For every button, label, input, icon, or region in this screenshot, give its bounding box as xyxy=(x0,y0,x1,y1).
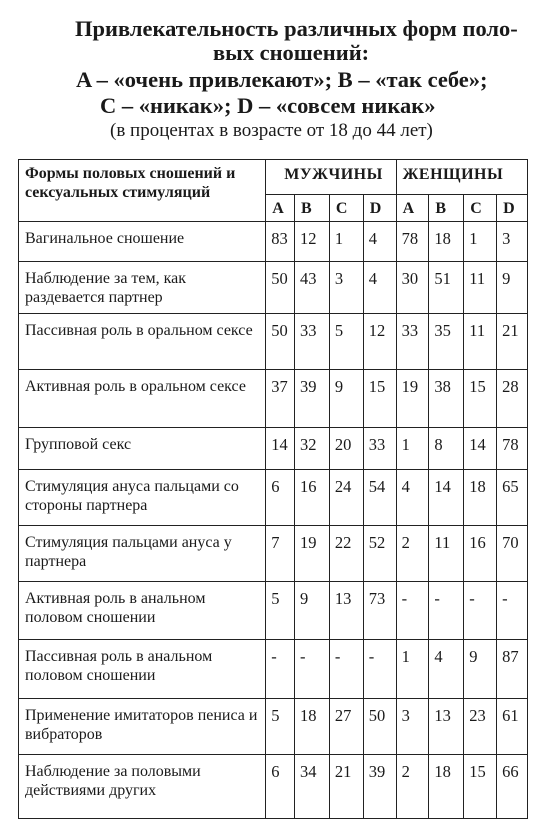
row-label: Стимуляция пальцами ануса у партнера xyxy=(19,526,266,582)
cell-women-c: 18 xyxy=(464,470,497,526)
cell-women-d: 70 xyxy=(497,526,528,582)
cell-men-d: 39 xyxy=(363,755,396,819)
cell-women-d: 28 xyxy=(497,370,528,428)
cell-men-c: - xyxy=(329,640,363,699)
cell-women-d: 3 xyxy=(497,222,528,262)
cell-men-a: 5 xyxy=(266,699,295,755)
cell-women-c: 11 xyxy=(464,262,497,314)
cell-women-b: 13 xyxy=(429,699,464,755)
cell-men-d: 12 xyxy=(363,314,396,370)
subtitle: (в процентах в возрасте от 18 до 44 лет) xyxy=(110,120,433,141)
sub-header-women-c: C xyxy=(464,195,497,222)
cell-men-a: 37 xyxy=(266,370,295,428)
cell-women-c: 1 xyxy=(464,222,497,262)
cell-women-a: 3 xyxy=(396,699,429,755)
cell-women-d: 66 xyxy=(497,755,528,819)
cell-men-a: 6 xyxy=(266,470,295,526)
cell-women-b: 18 xyxy=(429,755,464,819)
table-row xyxy=(19,470,528,526)
cell-men-d: 33 xyxy=(363,428,396,470)
sub-header-women-a: A xyxy=(396,195,429,222)
cell-men-a: 50 xyxy=(266,314,295,370)
cell-men-b: 34 xyxy=(295,755,330,819)
cell-women-d: 87 xyxy=(497,640,528,699)
cell-women-c: 15 xyxy=(464,755,497,819)
cell-men-c: 22 xyxy=(329,526,363,582)
row-label: Наблюдение за тем, как раздевается партнер xyxy=(19,262,266,314)
cell-men-c: 9 xyxy=(329,370,363,428)
row-label: Стимуляция ануса пальцами со стороны партнера xyxy=(19,470,266,526)
cell-women-b: 38 xyxy=(429,370,464,428)
table-row xyxy=(19,640,528,699)
cell-women-b: 11 xyxy=(429,526,464,582)
cell-women-b: 35 xyxy=(429,314,464,370)
cell-women-b: 4 xyxy=(429,640,464,699)
cell-men-b: 18 xyxy=(295,699,330,755)
header-row-groups xyxy=(19,160,528,195)
cell-women-a: 1 xyxy=(396,640,429,699)
sub-header-women-b: B xyxy=(429,195,464,222)
group-header-men: МУЖЧИНЫ xyxy=(266,160,396,195)
cell-men-b: 12 xyxy=(295,222,330,262)
cell-women-a: 4 xyxy=(396,470,429,526)
cell-women-b: - xyxy=(429,582,464,640)
cell-men-c: 20 xyxy=(329,428,363,470)
cell-men-b: 16 xyxy=(295,470,330,526)
row-label: Наблюдение за половыми действиями других xyxy=(19,755,266,819)
cell-women-b: 18 xyxy=(429,222,464,262)
row-label: Активная роль в оральном сексе xyxy=(19,370,266,428)
header-label: Формы половых сношений и сексуальных стимуляций xyxy=(19,160,266,222)
table-row xyxy=(19,582,528,640)
row-label: Активная роль в анальном половом сношении xyxy=(19,582,266,640)
row-label: Вагинальное сношение xyxy=(19,222,266,262)
cell-men-d: 52 xyxy=(363,526,396,582)
table-row xyxy=(19,755,528,819)
sub-header-men-d: D xyxy=(363,195,396,222)
cell-women-a: 78 xyxy=(396,222,429,262)
cell-women-b: 14 xyxy=(429,470,464,526)
cell-men-b: - xyxy=(295,640,330,699)
table-row xyxy=(19,428,528,470)
table-row xyxy=(19,262,528,314)
cell-men-c: 27 xyxy=(329,699,363,755)
data-table xyxy=(18,159,528,819)
cell-women-a: 33 xyxy=(396,314,429,370)
cell-women-d: 61 xyxy=(497,699,528,755)
cell-men-c: 13 xyxy=(329,582,363,640)
cell-women-d: - xyxy=(497,582,528,640)
cell-men-c: 24 xyxy=(329,470,363,526)
title-line-3: A – «очень привлекают»; B – «так себе»; xyxy=(76,67,488,92)
cell-men-b: 32 xyxy=(295,428,330,470)
cell-women-d: 21 xyxy=(497,314,528,370)
group-header-women: ЖЕНЩИНЫ xyxy=(396,160,527,195)
sub-header-women-d: D xyxy=(497,195,528,222)
cell-men-b: 39 xyxy=(295,370,330,428)
cell-women-b: 51 xyxy=(429,262,464,314)
row-label: Пассивная роль в анальном половом сношении xyxy=(19,640,266,699)
cell-men-b: 43 xyxy=(295,262,330,314)
table-row xyxy=(19,526,528,582)
row-label: Групповой секс xyxy=(19,428,266,470)
cell-women-a: - xyxy=(396,582,429,640)
table-row xyxy=(19,314,528,370)
cell-women-d: 65 xyxy=(497,470,528,526)
cell-men-b: 9 xyxy=(295,582,330,640)
sub-header-men-a: A xyxy=(266,195,295,222)
cell-women-d: 78 xyxy=(497,428,528,470)
cell-men-a: 5 xyxy=(266,582,295,640)
cell-men-a: 50 xyxy=(266,262,295,314)
cell-women-d: 9 xyxy=(497,262,528,314)
cell-men-d: 54 xyxy=(363,470,396,526)
cell-men-d: - xyxy=(363,640,396,699)
cell-men-c: 1 xyxy=(329,222,363,262)
cell-men-b: 33 xyxy=(295,314,330,370)
cell-men-d: 4 xyxy=(363,222,396,262)
table-row xyxy=(19,370,528,428)
cell-men-d: 50 xyxy=(363,699,396,755)
cell-women-a: 2 xyxy=(396,755,429,819)
row-label: Пассивная роль в оральном сексе xyxy=(19,314,266,370)
table-row xyxy=(19,699,528,755)
cell-women-a: 1 xyxy=(396,428,429,470)
row-label: Применение имитаторов пениса и вибраторов xyxy=(19,699,266,755)
sub-header-men-c: C xyxy=(329,195,363,222)
cell-men-d: 4 xyxy=(363,262,396,314)
sub-header-men-b: B xyxy=(295,195,330,222)
cell-men-a: 7 xyxy=(266,526,295,582)
cell-men-d: 15 xyxy=(363,370,396,428)
cell-men-c: 3 xyxy=(329,262,363,314)
cell-men-a: 83 xyxy=(266,222,295,262)
table-row xyxy=(19,222,528,262)
cell-men-c: 5 xyxy=(329,314,363,370)
cell-men-a: 6 xyxy=(266,755,295,819)
cell-women-c: 9 xyxy=(464,640,497,699)
cell-women-a: 2 xyxy=(396,526,429,582)
cell-men-b: 19 xyxy=(295,526,330,582)
cell-men-a: 14 xyxy=(266,428,295,470)
cell-men-c: 21 xyxy=(329,755,363,819)
title-line-1: Привлекательность различных форм поло- xyxy=(75,16,518,41)
cell-women-c: 16 xyxy=(464,526,497,582)
cell-women-a: 19 xyxy=(396,370,429,428)
cell-women-b: 8 xyxy=(429,428,464,470)
cell-men-a: - xyxy=(266,640,295,699)
cell-women-c: 14 xyxy=(464,428,497,470)
title-line-4: C – «никак»; D – «совсем никак» xyxy=(100,93,436,118)
cell-women-c: 15 xyxy=(464,370,497,428)
cell-women-c: - xyxy=(464,582,497,640)
cell-women-c: 11 xyxy=(464,314,497,370)
title-line-2: вых сношений: xyxy=(213,40,370,65)
cell-men-d: 73 xyxy=(363,582,396,640)
cell-women-c: 23 xyxy=(464,699,497,755)
cell-women-a: 30 xyxy=(396,262,429,314)
